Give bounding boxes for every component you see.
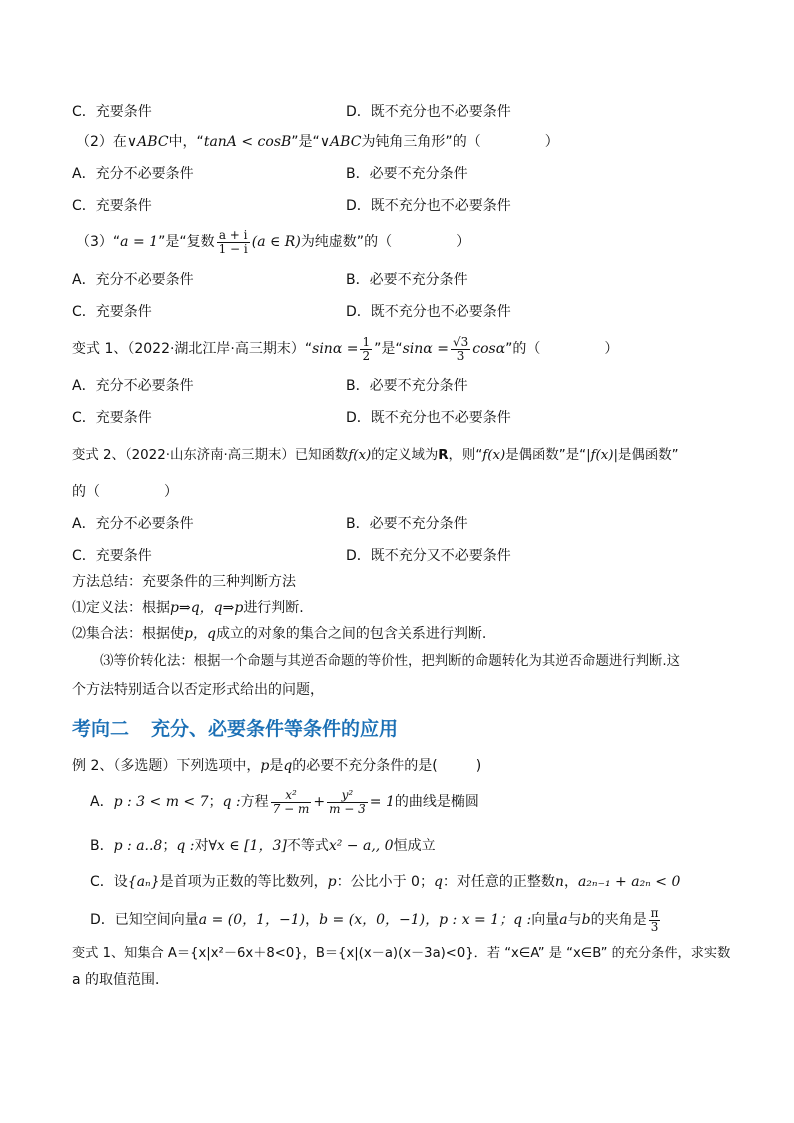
stem-text: 中，“	[168, 134, 204, 150]
option-text: A．充分不必要条件	[72, 378, 194, 394]
stem-text: ”是“	[291, 134, 320, 150]
method-3	[100, 652, 680, 672]
option-text: C．充要条件	[72, 548, 152, 564]
stem-text: 恒成立	[393, 838, 436, 854]
option-text: D．既不充分也不必要条件	[346, 410, 511, 426]
section-title: 充分、必要条件等条件的应用	[151, 718, 399, 740]
math-expr: ；q :	[499, 912, 532, 928]
method-2	[72, 624, 486, 644]
math-expr: p : 3 < m < 7	[113, 794, 209, 810]
stem-text: （3）“	[76, 234, 121, 250]
example-2-option-a	[90, 782, 479, 822]
stem-text: 是首项为正数的等比数列，	[159, 874, 328, 890]
math-expr: b	[581, 912, 591, 928]
fraction-denominator: 3	[650, 919, 659, 934]
stem-text: （2）在	[76, 134, 127, 150]
method-3-cont	[72, 680, 324, 700]
option-b	[346, 514, 468, 534]
stem-text: 是偶函数”	[618, 448, 679, 463]
stem-text: ；	[208, 794, 223, 810]
stem-text: ）	[604, 341, 619, 357]
stem-text: 为纯虚数”的（	[300, 234, 393, 250]
option-text: A．充分不必要条件	[72, 166, 194, 182]
stem-text: 不等式	[286, 838, 329, 854]
stem-text: 变式 1、（2022·湖北江岸·高三期末）“	[72, 341, 313, 357]
section-label: 考向二	[72, 718, 130, 740]
stem-text: ，	[305, 912, 320, 928]
math-expr: tanA < cosB	[203, 134, 292, 150]
stem-text: ：对任意的正整数	[442, 874, 555, 890]
stem-text: 向量	[531, 912, 560, 928]
math-expr: q	[283, 758, 293, 774]
math-expr: +	[313, 794, 326, 810]
option-a	[72, 164, 194, 184]
option-text: A．充分不必要条件	[72, 516, 194, 532]
fraction	[649, 907, 661, 934]
math-expr: ∨ABC	[126, 134, 169, 150]
stem-text: ）	[164, 484, 178, 500]
stem-text: ）	[544, 134, 559, 150]
option-b	[346, 270, 468, 290]
example-2-stem	[72, 756, 481, 776]
option-text: B．必要不充分条件	[346, 516, 468, 532]
stem-text: 与	[567, 912, 582, 928]
fraction-numerator: 1	[362, 334, 371, 349]
math-expr: a = (0，1，−1)	[198, 912, 306, 928]
variant-3-stem	[72, 944, 730, 964]
option-text: C．充要条件	[72, 410, 152, 426]
fraction-denominator: 3	[456, 348, 465, 363]
fraction-numerator: √3	[452, 334, 469, 349]
section-heading	[72, 714, 398, 741]
stem-text: 的定义域为	[371, 448, 439, 463]
math-expr: |f(x)|	[586, 448, 619, 463]
math-expr: x² − a,, 0	[328, 838, 394, 854]
method-text: 成立的对象的集合之间的包含关系进行判断.	[215, 626, 487, 642]
math-expr: cosα	[472, 341, 506, 357]
stem-text: 是	[269, 758, 284, 774]
stem-text: 变式 1、知集合 A＝{x|x²－6x＋8<0}，B＝{x|(x－a)(x－3a)<0}．若 “x∈A” 是 “x∈B” 的充分条件，求实数	[72, 946, 731, 961]
math-expr: b = (x，0，−1)	[319, 912, 426, 928]
option-d	[346, 102, 511, 122]
fraction-numerator: a + i	[217, 229, 250, 243]
option-d	[346, 302, 511, 322]
math-expr: (a ∈ R)	[251, 234, 301, 250]
math-expr: p⇒q，q⇒p	[170, 600, 244, 616]
stem-text: 例 2、（多选题）下列选项中，	[72, 758, 261, 774]
math-expr: {aₙ}	[127, 874, 160, 890]
stem-text: 的夹角是	[590, 912, 647, 928]
stem-text: 方程	[240, 794, 269, 810]
variant-3-stem-cont	[72, 970, 169, 990]
option-text: D．既不充分也不必要条件	[346, 104, 511, 120]
option-a	[72, 514, 194, 534]
math-expr: ∨ABC	[319, 134, 362, 150]
math-expr: = 1	[369, 794, 395, 810]
example-2-option-c	[90, 872, 680, 892]
stem-text: 的必要不充分条件的是(	[292, 758, 438, 774]
fraction-denominator: m − 3	[329, 801, 366, 816]
example-2-option-b	[90, 836, 436, 856]
option-c	[72, 196, 152, 216]
option-c	[72, 408, 152, 428]
method-text: 个方法特别适合以否定形式给出的问题，	[72, 682, 324, 698]
math-expr: p	[260, 758, 270, 774]
option-text: C．充要条件	[72, 304, 152, 320]
method-text: ⑶等价转化法：根据一个命题与其逆否命题的等价性，把判断的命题转化为其逆否命题进行判断.这	[100, 654, 681, 669]
fraction-numerator: y²	[327, 789, 368, 803]
method-text: ⑵集合法：根据使	[72, 626, 184, 642]
fraction-numerator: x²	[271, 789, 312, 803]
math-expr: f(x)	[348, 448, 372, 463]
stem-text: 是偶函数”是“	[505, 448, 587, 463]
fraction-denominator: 2	[362, 348, 371, 363]
math-expr: q	[433, 874, 443, 890]
option-c	[72, 102, 152, 122]
option-label: B．	[90, 838, 114, 854]
fraction	[327, 789, 368, 816]
stem-text: 变式 2、（2022·山东济南·高三期末）已知函数	[72, 448, 349, 463]
math-expr: p	[327, 874, 337, 890]
math-expr: a = 1	[120, 234, 159, 250]
fraction	[217, 229, 250, 256]
option-text: A．充分不必要条件	[72, 272, 194, 288]
stem-text: ；	[162, 838, 177, 854]
variant-2-stem-cont	[72, 482, 178, 502]
math-expr: a₂ₙ₋₁ + a₂ₙ < 0	[577, 874, 681, 890]
option-label: C．设	[90, 874, 128, 890]
math-expr: sinα =	[312, 341, 359, 357]
stem-text: a 的取值范围．	[72, 972, 170, 988]
option-a	[72, 376, 194, 396]
stem-text: 为钝角三角形”的（	[361, 134, 481, 150]
option-text: C．充要条件	[72, 198, 152, 214]
method-text: 方法总结：充要条件的三种判断方法	[72, 574, 296, 590]
method-text: 进行判断.	[243, 600, 304, 616]
math-expr: p，q	[184, 626, 216, 642]
option-text: B．必要不充分条件	[346, 166, 468, 182]
stem-text: ，	[563, 874, 578, 890]
stem-text: )	[475, 758, 482, 774]
option-d	[346, 546, 511, 566]
example-2-option-d	[90, 902, 662, 938]
fraction-numerator: π	[650, 905, 659, 920]
option-d	[346, 408, 511, 428]
option-c	[72, 546, 152, 566]
option-label: A．	[90, 794, 114, 810]
math-expr: p : a..8	[113, 838, 163, 854]
option-text: C．充要条件	[72, 104, 152, 120]
stem-text: ”是“	[374, 341, 403, 357]
fraction-denominator: 1 − i	[218, 241, 248, 256]
variant-1-stem	[72, 330, 618, 368]
method-title	[72, 572, 296, 592]
option-text: D．既不充分又不必要条件	[346, 548, 511, 564]
option-text: D．既不充分也不必要条件	[346, 304, 511, 320]
math-expr: n	[554, 874, 564, 890]
stem-text: ”是“复数	[158, 234, 215, 250]
option-text: B．必要不充分条件	[346, 378, 468, 394]
method-1	[72, 598, 304, 618]
math-expr: f(x)	[482, 448, 506, 463]
variant-2-stem	[72, 446, 679, 466]
fraction-denominator: 7 − m	[272, 801, 310, 816]
option-c	[72, 302, 152, 322]
stem-text: ”的（	[505, 341, 541, 357]
math-expr: q :	[176, 838, 195, 854]
fraction	[271, 789, 312, 816]
stem-text: ）	[456, 234, 471, 250]
math-expr: R	[438, 448, 449, 463]
stem-text: 对	[194, 838, 209, 854]
method-text: ⑴定义法：根据	[72, 600, 170, 616]
stem-text: ，则“	[448, 448, 483, 463]
math-expr: sinα =	[402, 341, 449, 357]
option-b	[346, 164, 468, 184]
option-b	[346, 376, 468, 396]
math-expr: q :	[222, 794, 241, 810]
question-3-stem	[76, 224, 470, 260]
math-expr: a	[559, 912, 568, 928]
math-expr: ，p : x = 1	[425, 912, 500, 928]
stem-text: 的（	[72, 484, 100, 500]
option-text: D．既不充分也不必要条件	[346, 198, 511, 214]
option-text: B．必要不充分条件	[346, 272, 468, 288]
fraction	[451, 336, 470, 363]
stem-text: 的曲线是椭圆	[394, 794, 479, 810]
fraction	[360, 336, 372, 363]
math-expr: ∀x ∈ [1，3]	[208, 838, 287, 854]
stem-text: ：公比小于 0；	[336, 874, 434, 890]
option-a	[72, 270, 194, 290]
option-label: D．已知空间向量	[90, 912, 199, 928]
option-d	[346, 196, 511, 216]
question-2-stem	[76, 132, 559, 152]
